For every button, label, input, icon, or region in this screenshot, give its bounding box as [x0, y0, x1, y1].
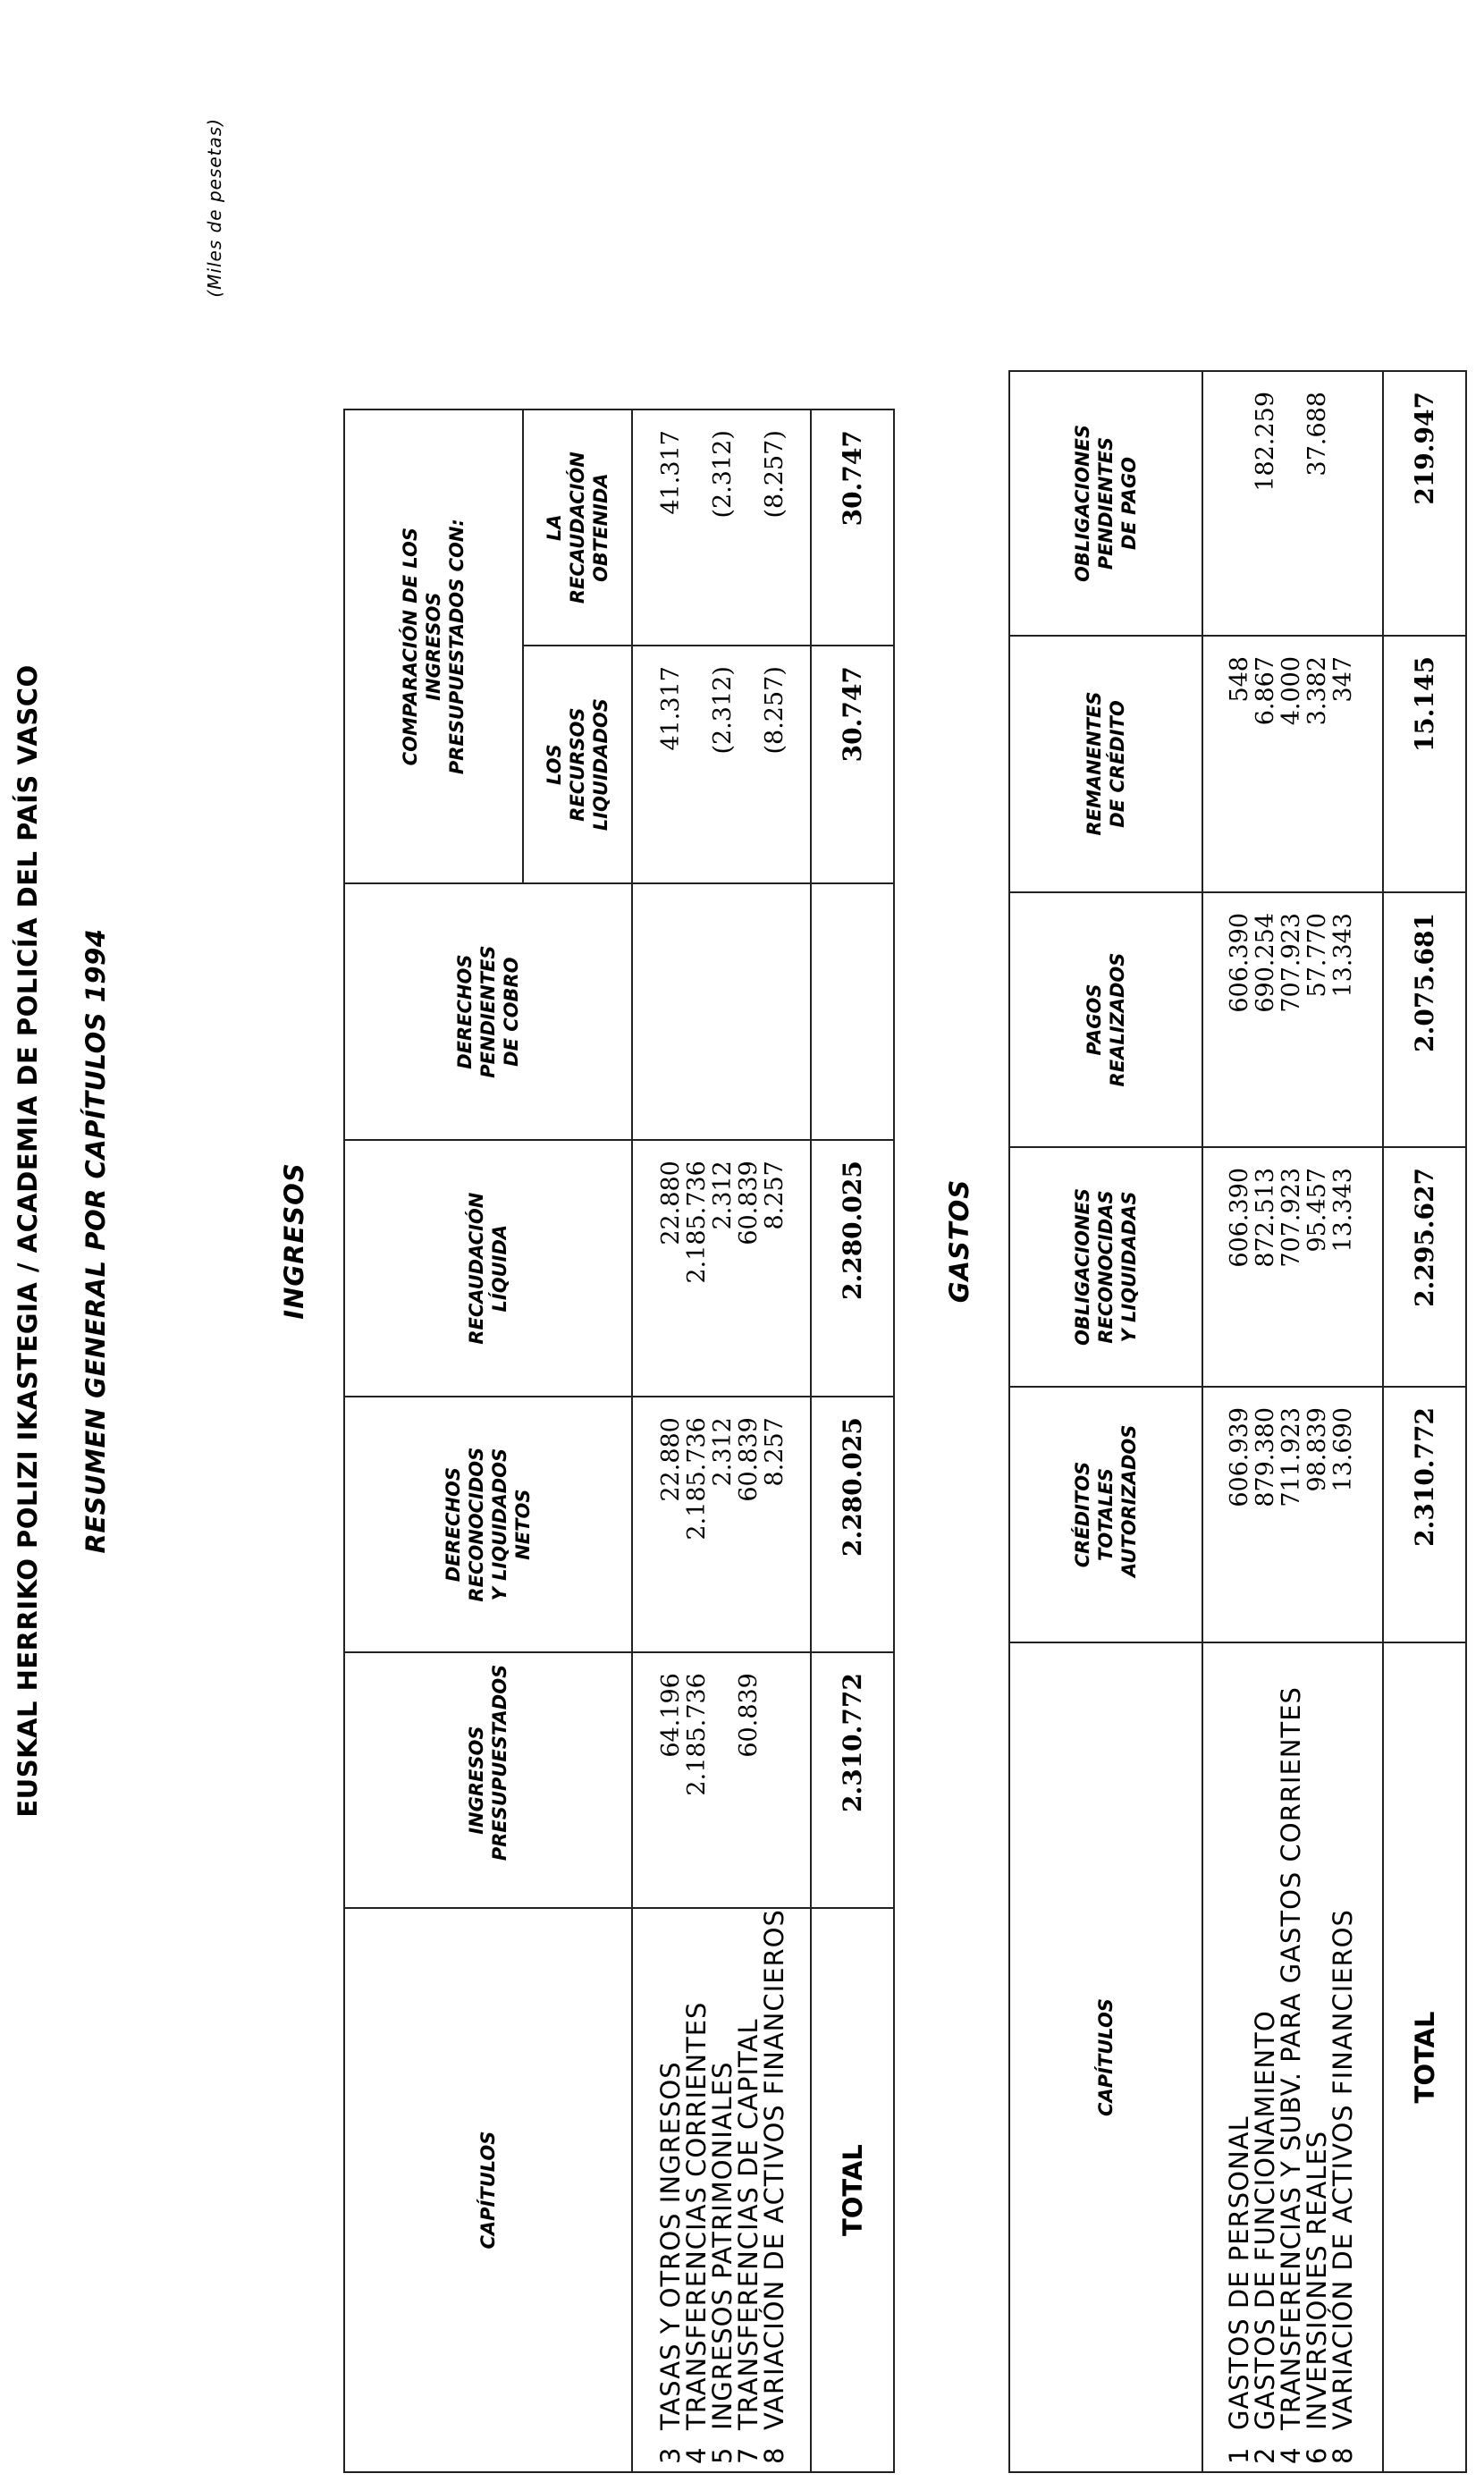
ingresos-total-derechos: 2.280.025 — [811, 1397, 894, 1652]
ingresos-total-recaudacion: 2.280.025 — [811, 1140, 894, 1397]
ingresos-capitulos-cell — [632, 1908, 811, 2472]
gastos-obligaciones-values: 606.390 872.513 707.923 95.457 13.343 — [1202, 1147, 1383, 1387]
table-row: 8VARIACIÓN DE ACTIVOS FINANCIEROS — [759, 1909, 789, 2464]
ingresos-heading: INGRESOS — [279, 1162, 309, 1320]
ingresos-recursos-values: 41.317 (2.312) (8.257) — [632, 646, 811, 883]
ingresos-header-recursos: LOS RECURSOS LIQUIDADOS — [523, 646, 632, 883]
ingresos-derechos-values: 22.880 2.185.736 2.312 60.839 8.257 — [632, 1397, 811, 1652]
ingresos-pendientes-values — [632, 883, 811, 1140]
gastos-total-creditos: 2.310.772 — [1383, 1387, 1466, 1642]
document-subtitle: RESUMEN GENERAL POR CAPÍTULOS 1994 — [80, 928, 111, 1554]
gastos-total-pagos: 2.075.681 — [1383, 892, 1466, 1147]
gastos-pagos-values: 606.390 690.254 707.923 57.770 13.343 — [1202, 892, 1383, 1147]
ingresos-header-presupuestados: INGRESOS PRESUPUESTADOS — [344, 1652, 632, 1908]
ingresos-header-recaudacion: RECAUDACIÓN LÍQUIDA — [344, 1140, 632, 1397]
ingresos-total-obtenida: 30.747 — [811, 409, 894, 646]
table-row: 6INVERSIONES REALES — [1302, 2130, 1332, 2464]
ingresos-header-derechos: DERECHOS RECONOCIDOS Y LIQUIDADOS NETOS — [344, 1397, 632, 1652]
gastos-heading: GASTOS — [944, 1178, 974, 1304]
ingresos-total-recursos: 30.747 — [811, 646, 894, 883]
gastos-total-pendientes: 219.947 — [1383, 371, 1466, 636]
ingresos-header-pendientes: DERECHOS PENDIENTES DE COBRO — [344, 883, 632, 1140]
table-row: 3TASAS Y OTROS INGRESOS — [655, 2061, 686, 2464]
table-row: 4TRANSFERENCIAS Y SUBV. PARA GASTOS CORRIENTES — [1276, 1686, 1306, 2464]
gastos-header-creditos: CRÉDITOS TOTALES AUTORIZADOS — [1009, 1387, 1202, 1642]
ingresos-header-comparacion: COMPARACIÓN DE LOS INGRESOS PRESUPUESTADOS CON: — [344, 409, 523, 883]
ingresos-recaudacion-values: 22.880 2.185.736 2.312 60.839 8.257 — [632, 1140, 811, 1397]
table-row: 4TRANSFERENCIAS CORRIENTES — [681, 2001, 712, 2464]
gastos-header-capitulos: CAPÍTULOS — [1009, 1642, 1202, 2472]
table-row: 7TRANSFERENCIAS DE CAPITAL — [733, 2018, 763, 2464]
gastos-total-label: TOTAL — [1383, 1642, 1466, 2472]
gastos-pendientes-values: 182.259 37.688 — [1202, 371, 1383, 636]
gastos-creditos-values: 606.939 879.380 711.923 98.839 13.690 — [1202, 1387, 1383, 1642]
ingresos-header-obtenida: LA RECAUDACIÓN OBTENIDA — [523, 409, 632, 646]
gastos-header-pagos: PAGOS REALIZADOS — [1009, 892, 1202, 1147]
units-note: (Miles de pesetas) — [204, 118, 225, 298]
ingresos-header-capitulos: CAPÍTULOS — [344, 1908, 632, 2472]
table-row: 2GASTOS DE FUNCIONAMIENTO — [1250, 2010, 1280, 2464]
gastos-capitulos-cell — [1202, 1642, 1383, 2472]
gastos-header-obligaciones: OBLIGACIONES RECONOCIDAS Y LIQUIDADAS — [1009, 1147, 1202, 1387]
ingresos-obtenida-values: 41.317 (2.312) (8.257) — [632, 409, 811, 646]
ingresos-total-label: TOTAL — [811, 1908, 894, 2472]
ingresos-presupuestados-values: 64.196 2.185.736 60.839 — [632, 1652, 811, 1908]
gastos-header-pendientes: OBLIGACIONES PENDIENTES DE PAGO — [1009, 371, 1202, 636]
table-row: 8VARIACIÓN DE ACTIVOS FINANCIEROS — [1328, 1909, 1358, 2464]
ingresos-total-presupuestados: 2.310.772 — [811, 1652, 894, 1908]
table-row: 5INGRESOS PATRIMONIALES — [707, 2061, 738, 2464]
gastos-total-obligaciones: 2.295.627 — [1383, 1147, 1466, 1387]
gastos-total-remanentes: 15.145 — [1383, 636, 1466, 892]
gastos-table — [1008, 370, 1467, 2473]
document-title: EUSKAL HERRIKO POLIZI IKASTEGIA / ACADEMIA DE POLICÍA DEL PAÍS VASCO — [13, 664, 43, 1818]
gastos-header-remanentes: REMANENTES DE CRÉDITO — [1009, 636, 1202, 892]
ingresos-table — [343, 409, 895, 2473]
ingresos-total-pendientes — [811, 883, 894, 1140]
gastos-remanentes-values: 548 6.867 4.000 3.382 347 — [1202, 636, 1383, 892]
table-row: 1GASTOS DE PERSONAL — [1224, 2115, 1254, 2464]
